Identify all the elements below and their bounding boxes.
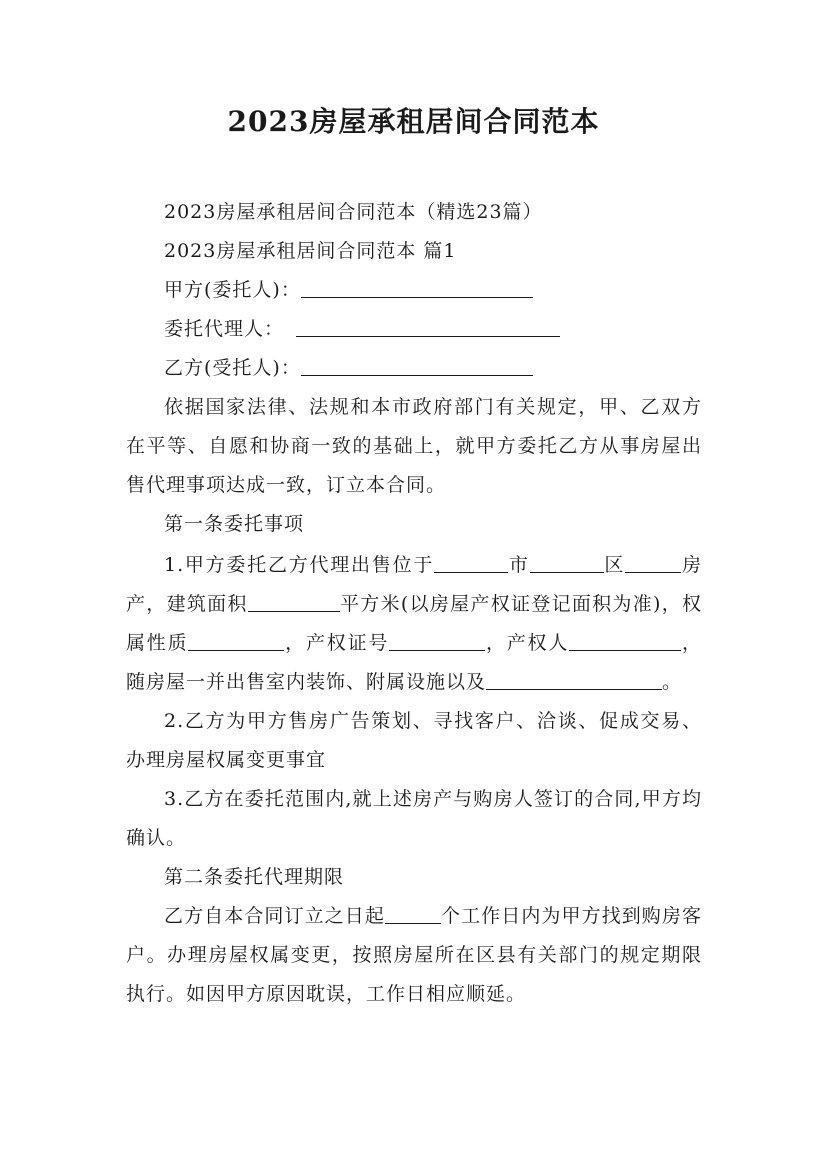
intro-paragraph: 依据国家法律、法规和本市政府部门有关规定，甲、乙双方在平等、自愿和协商一致的基础上，就甲方委托乙方从事房屋出售代理事项达成一致，订立本合同。 [126, 396, 702, 496]
text-segment: 平方米(以房屋产权证登记面积为准)，权属性质 [126, 593, 702, 654]
workdays-blank [385, 903, 441, 924]
agent-label: 委托代理人： [164, 318, 285, 340]
owner-blank [569, 630, 681, 651]
district-blank [530, 552, 604, 573]
property-blank [625, 552, 681, 573]
agent-blank [296, 316, 560, 337]
text-segment: 个工作日内为甲方找到购房客户。办理房屋权属变更，按照房屋所在区县有关部门的规定期限执行。如因甲方原因耽误，工作日相应顺延。 [126, 905, 702, 1005]
certificate-number-blank [389, 630, 485, 651]
city-blank [434, 552, 508, 573]
party-a-blank [301, 277, 533, 298]
text-segment: 1.甲方委托乙方代理出售位于 [164, 554, 435, 576]
text-segment: 。 [662, 671, 683, 693]
extras-blank [486, 669, 662, 690]
party-a-line [126, 271, 702, 310]
text-segment: 市 [508, 554, 530, 576]
subtitle: 2023房屋承租居间合同范本（精选23篇） [164, 201, 543, 223]
article-2-title: 第二条委托代理期限 [164, 866, 345, 888]
document-title: 2023房屋承租居间合同范本 [227, 105, 600, 138]
party-b-blank [301, 355, 533, 376]
agent-line [126, 310, 702, 349]
text-segment: 房产，建筑面积 [126, 554, 702, 615]
article-1-item-1 [126, 546, 702, 702]
document-body [126, 193, 702, 1014]
party-b-label: 乙方(受托人)： [164, 357, 301, 379]
area-blank [248, 591, 340, 612]
text-segment: 区 [603, 554, 626, 576]
text-segment: ，产权证号 [284, 632, 390, 654]
article-1-item-2: 2.乙方为甲方售房广告策划、寻找客户、洽谈、促成交易、办理房屋权属变更事宜 [126, 710, 702, 771]
chapter-heading: 2023房屋承租居间合同范本 篇1 [164, 240, 457, 262]
text-segment: 乙方自本合同订立之日起 [164, 905, 385, 927]
article-1-item-3: 3.乙方在委托范围内,就上述房产与购房人签订的合同,甲方均确认。 [126, 788, 702, 849]
ownership-type-blank [188, 630, 284, 651]
party-b-line [126, 349, 702, 388]
text-segment: ，随房屋一并出售室内装饰、附属设施以及 [126, 632, 702, 693]
article-2-item-1 [126, 897, 702, 1014]
article-1-title: 第一条委托事项 [164, 513, 305, 535]
text-segment: ，产权人 [485, 632, 570, 654]
party-a-label: 甲方(委托人)： [164, 279, 301, 301]
